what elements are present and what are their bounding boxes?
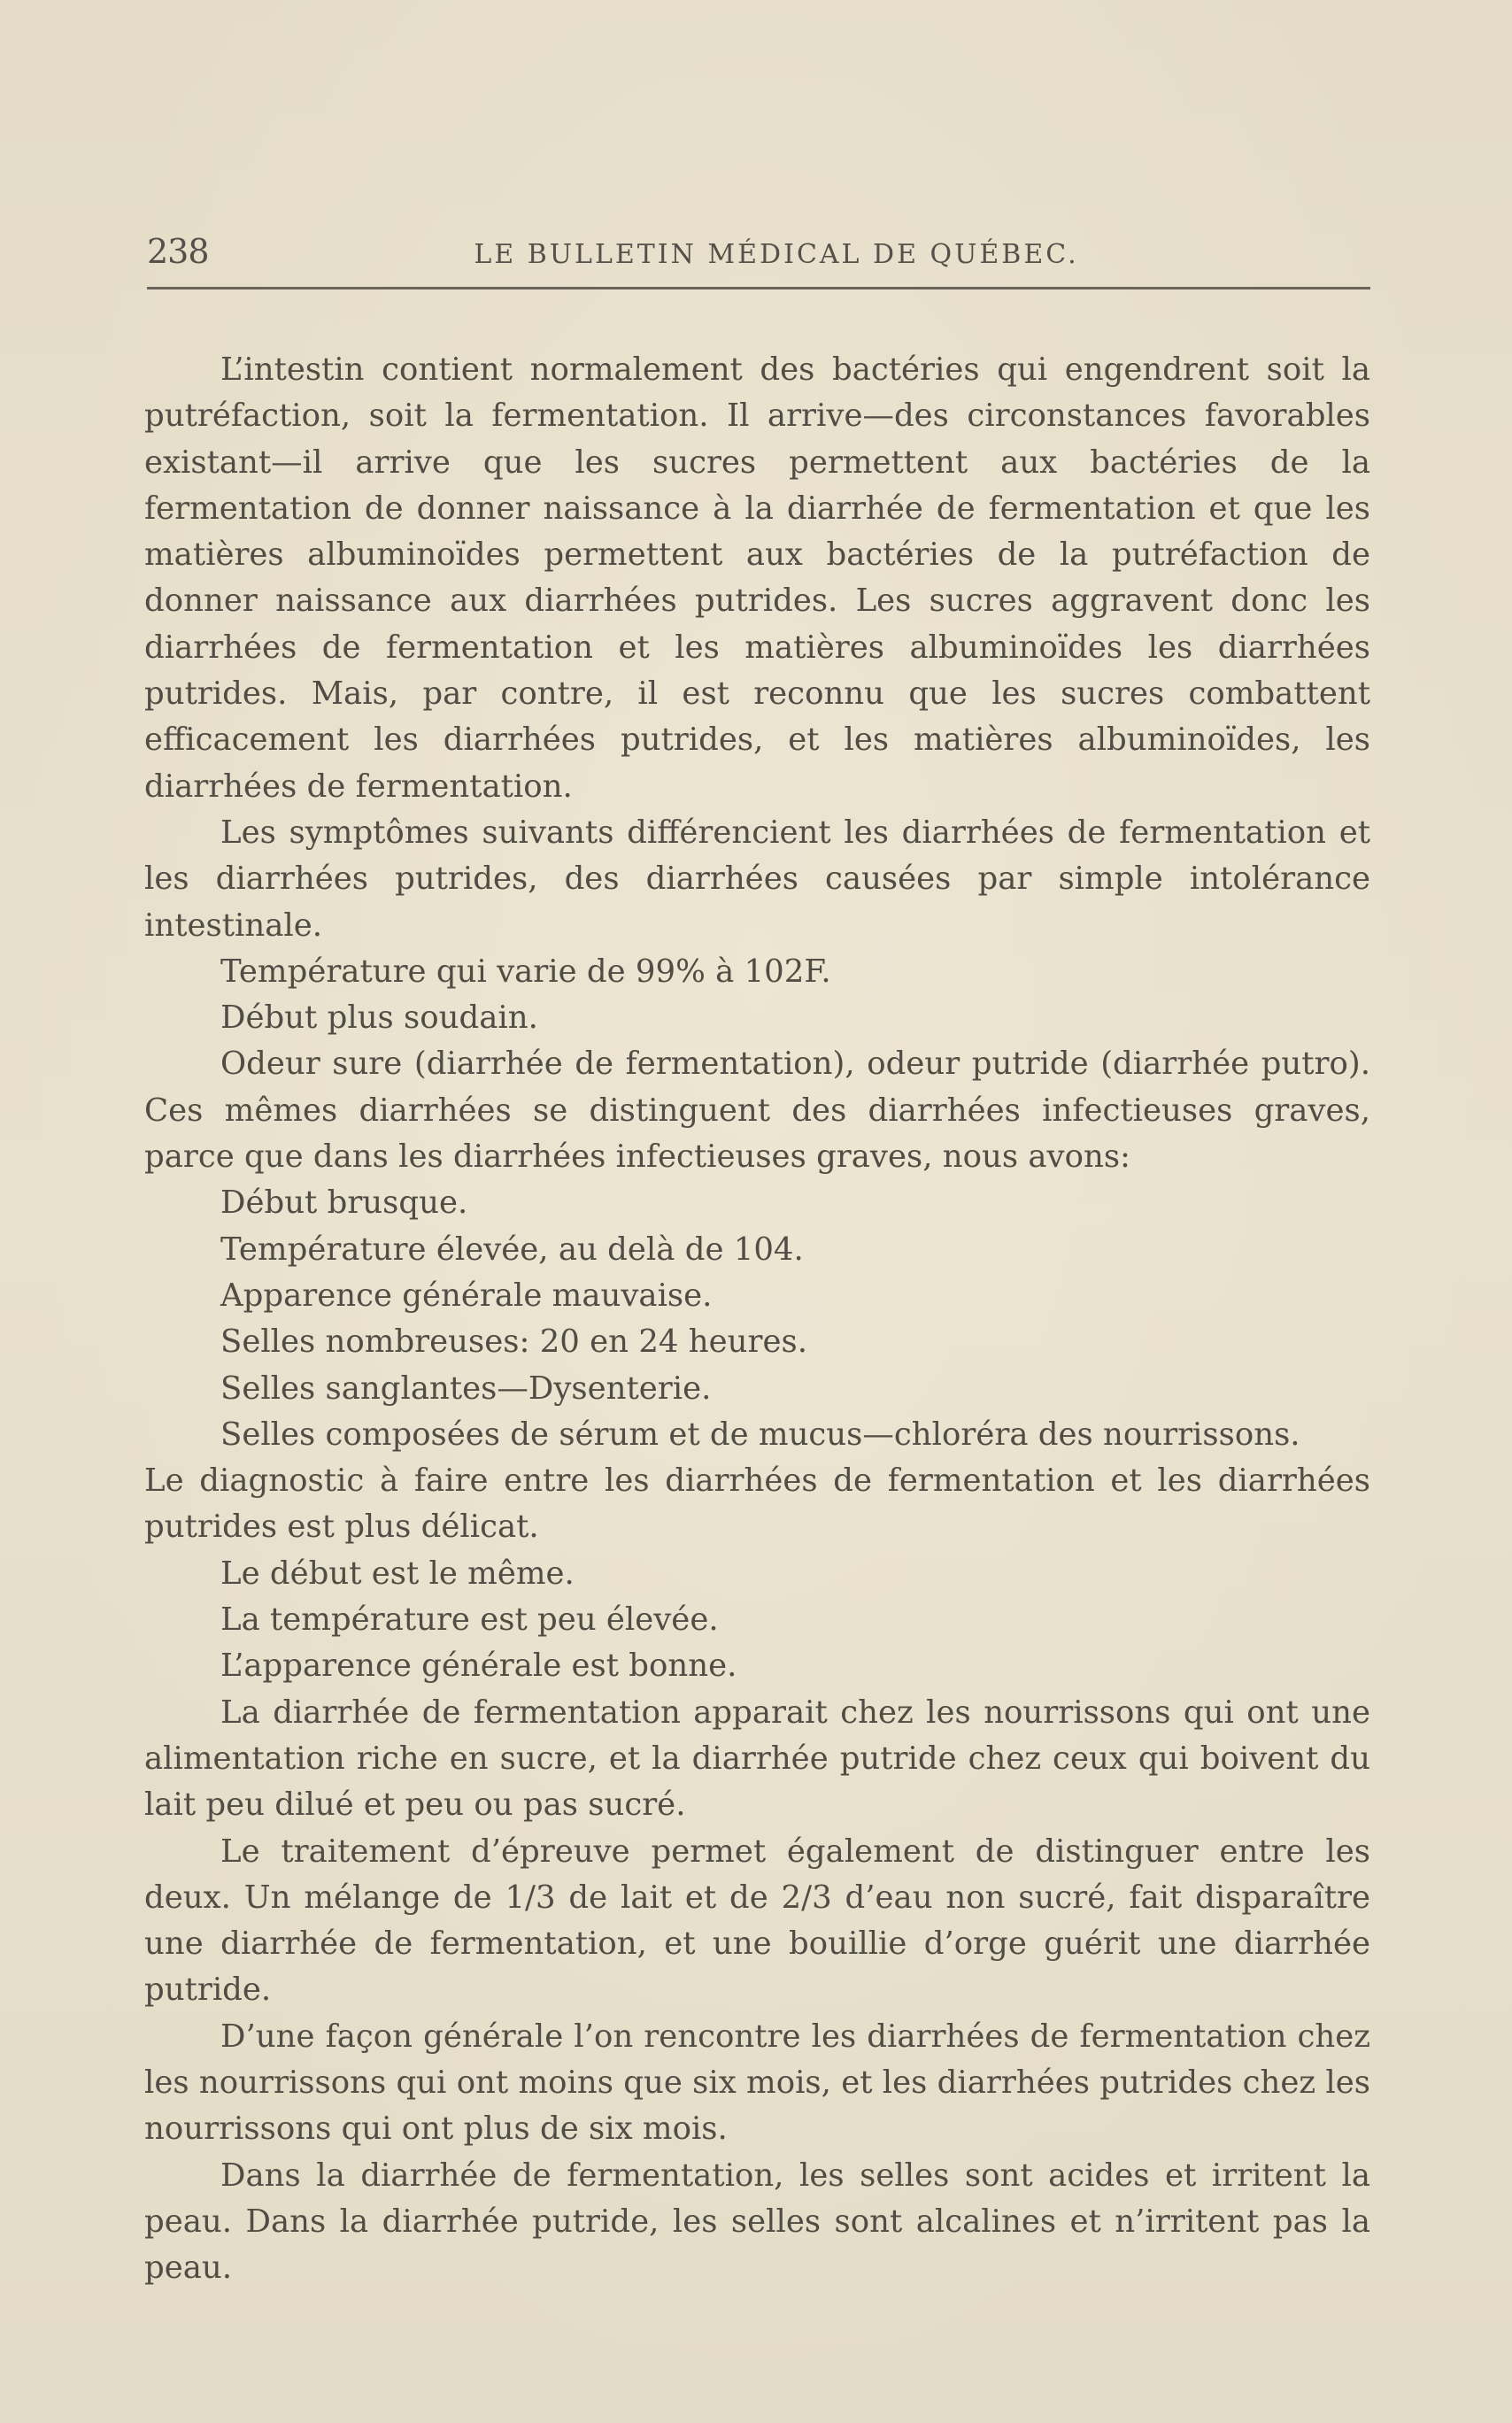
page-header [147, 232, 1370, 276]
paragraph: Le diagnostic à faire entre les diarrhées de fermentation et les diarrhées putrides est plus délicat. [144, 1462, 1370, 1546]
list-item: Température qui varie de 99% à 102F. [220, 953, 831, 990]
paragraph: Les symptômes suivants différencient les diarrhées de fermentation et les diarrhées putrides, des diarrhées causées par simple intolérance intestinale. [144, 814, 1370, 944]
list-item: Apparence générale mauvaise. [220, 1277, 713, 1314]
list-item: Le début est le même. [220, 1555, 575, 1592]
paragraph: Le traitement d’épreuve permet également de distinguer entre les deux. Un mélange de 1/3 de lait et de 2/3 d’eau non sucré, fait disparaître une diarrhée de fermentation, et une bouillie d’orge guérit une diarrhée putride. [144, 1833, 1370, 2009]
article-body [144, 347, 1370, 2291]
list-item: Température élevée, au delà de 104. [220, 1231, 804, 1268]
list-item: La température est peu élevée. [220, 1601, 719, 1639]
paragraph: Odeur sure (diarrhée de fermentation), odeur putride (diarrhée putro). Ces mêmes diarrhées se distinguent des diarrhées infectieuses graves, parce que dans les diarrhées infectieuses graves, nous avons: [144, 1046, 1370, 1176]
list-item: Selles composées de sérum et de mucus—chloréra des nourrissons. [220, 1416, 1300, 1453]
list-item: Selles nombreuses: 20 en 24 heures. [220, 1323, 807, 1361]
list-item: Début brusque. [220, 1184, 468, 1222]
list-item: Selles sanglantes—Dysenterie. [220, 1370, 712, 1407]
list-item: L’apparence générale est bonne. [220, 1647, 737, 1685]
paragraph: L’intestin contient normalement des bactéries qui engendrent soit la putréfaction, soit la fermentation. Il arrive—des circonstances favorables existant—il arrive que les sucres permettent aux bactéries de la fermentation de donner naissance à la diarrhée de fermentation et que les matières albuminoïdes permettent aux bactéries de la putréfaction de donner naissance aux diarrhées putrides. Les sucres aggravent donc les diarrhées de fermentation et les matières albuminoïdes les diarrhées putrides. Mais, par contre, il est reconnu que les sucres combattent efficacement les diarrhées putrides, et les matières albuminoïdes, les diarrhées de fermentation. [144, 351, 1370, 805]
paragraph: Dans la diarrhée de fermentation, les selles sont acides et irritent la peau. Dans la diarrhée putride, les selles sont alcalines et n’irritent pas la peau. [144, 2157, 1370, 2287]
paragraph: La diarrhée de fermentation apparait chez les nourrissons qui ont une alimentation riche en sucre, et la diarrhée putride chez ceux qui boivent du lait peu dilué et peu ou pas sucré. [144, 1694, 1370, 1824]
header-rule [147, 287, 1370, 289]
page-number: 238 [147, 232, 209, 271]
paragraph: D’une façon générale l’on rencontre les diarrhées de fermentation chez les nourrissons qui ont moins que six mois, et les diarrhées putrides chez les nourrissons qui ont plus de six mois. [144, 2018, 1370, 2148]
list-item: Début plus soudain. [220, 999, 538, 1037]
running-title: LE BULLETIN MÉDICAL DE QUÉBEC. [474, 239, 1079, 270]
